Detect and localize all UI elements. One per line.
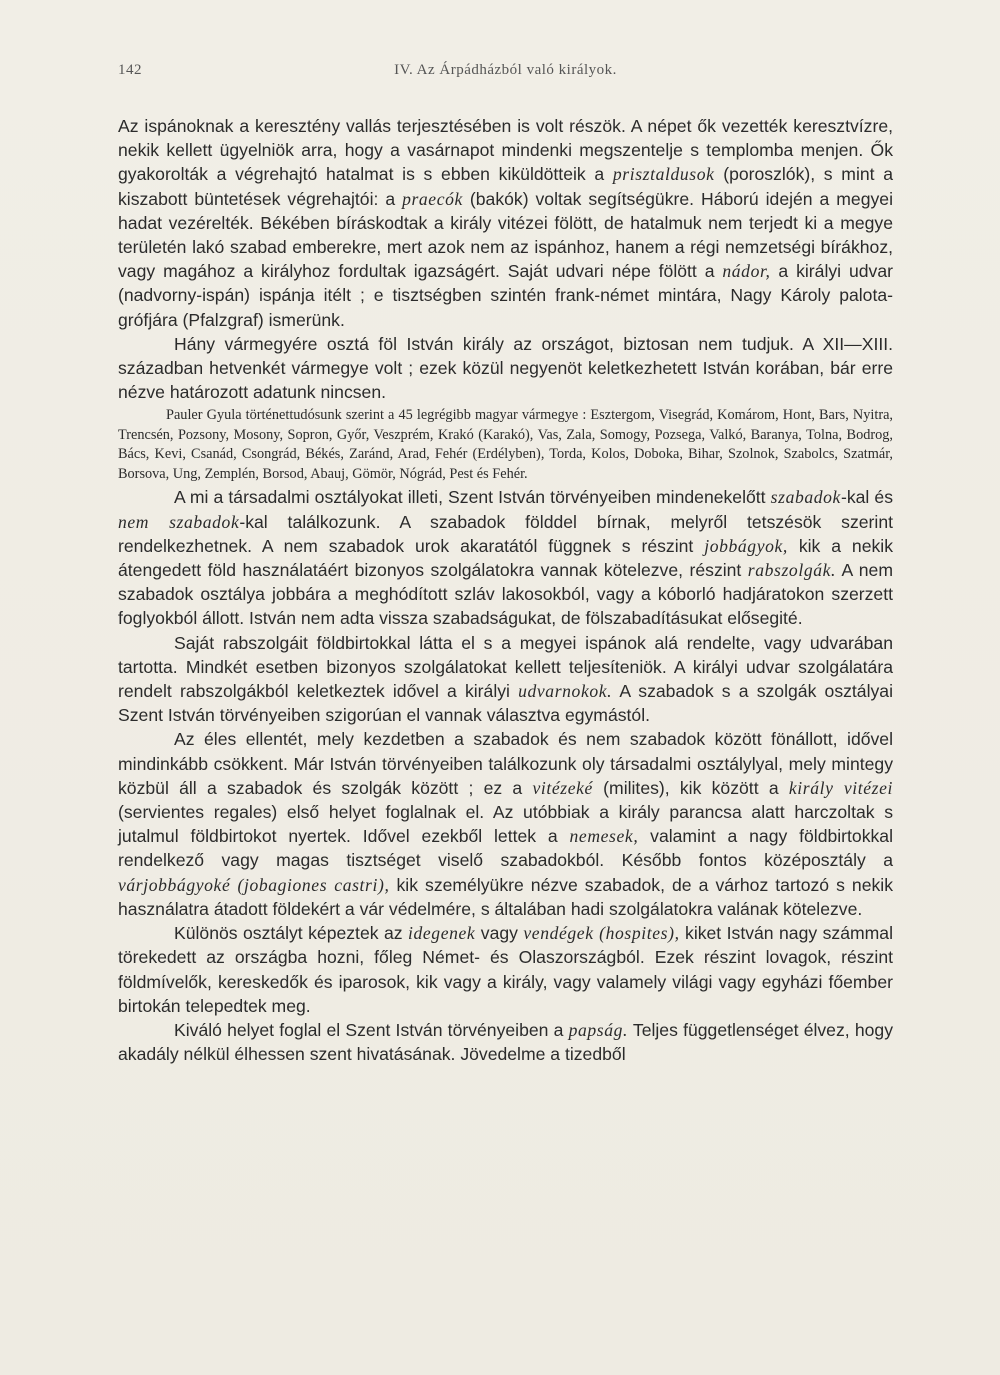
text-run: kik a nekik átengedett föld használatáért bizonyos szolgálatokra vannak kötelezve, részint (118, 535, 893, 581)
text-run: Hány vármegyére osztá föl István király az országot, biztosan nem tudjuk. A XII—XIII. században hetvenkét vármegye volt ; ezek közül negyenöt keletkezhetett István korában, bár erre nézve határozott adatunk nincsen. (118, 333, 893, 403)
text-run: Az éles ellentét, mely kezdetben a szabadok és nem szabadok között fönállott, idővel mindinkább csökkent. Már István törvényeiben találkozunk oly társadalmi osztálylyal, mely mintegy közbül áll a szabadok és szolgák között ; ez a (118, 729, 893, 798)
emphasized-term: prisztaldusok (612, 164, 715, 185)
footnote-paragraph (118, 406, 893, 484)
text-run: Kiváló helyet foglal el Szent István törvényeiben a (174, 1019, 569, 1040)
body-paragraph (118, 485, 893, 630)
text-run: A szabadok s a szolgák osztályai Szent István törvényeiben szigorúan el vannak választva egymástól. (118, 681, 893, 726)
text-run: -kal és (840, 487, 893, 508)
emphasized-term: várjobbágyoké (jobagiones castri), (118, 874, 390, 895)
page-number: 142 (118, 62, 142, 78)
emphasized-term: szabadok (770, 487, 841, 508)
text-run: (milites), kik között a (592, 777, 789, 798)
body-paragraph (118, 921, 893, 1018)
text-run: Saját rabszolgáit földbirtokkal látta el s a megyei ispánok alá rendelte, vagy udvarában tartotta. Mindkét esetben bizonyos szolgálatokat kellett teljesíteniök. A királyi udvar szolgálatára rendelt rabszolgákból keletkeztek idővel a királyi (118, 632, 893, 702)
emphasized-term: papság. (568, 1019, 629, 1040)
emphasized-term: rabszolgák. (747, 560, 837, 581)
text-run: kik személyükre nézve szabadok, de a várhoz tartozó s nekik használatra átadott földekért a vár védelmére, s általában hadi szolgálatokra valának kötelezve. (118, 874, 893, 919)
body-paragraph (118, 1018, 893, 1066)
emphasized-term: nemesek, (569, 826, 639, 847)
text-run: (servientes regales) első helyet foglalnak el. Az utóbbiak a király parancsa alatt harczoltak s jutalmul földbirtokot nyertek. Idővel ezekből lettek a (118, 802, 893, 847)
emphasized-term: jobbágyok, (704, 535, 788, 556)
emphasized-term: idegenek (408, 923, 476, 944)
emphasized-term: praecók (402, 188, 463, 209)
body-paragraph (118, 727, 893, 921)
running-head (118, 62, 893, 86)
text-run: Az ispánoknak a keresztény vallás terjesztésében is volt részök. A népet ők vezették keresztvízre, nekik kellett ügyelniök arra, hogy a vasárnapot mindenki megszentelje s templomba menjen. Ők gyakorolták a végrehajtó hatalmat is s ebben kiküldötteik a (118, 116, 893, 185)
text-run: (poroszlók), s mint a kiszabott büntetések végrehajtói: a (118, 164, 893, 209)
text-run: a királyi udvar (nadvorny-ispán) ispánja itélt ; e tisztségben szintén frank-német mintára, Nagy Károly palota-grófjára (Pfalzgraf) ismerünk. (118, 261, 893, 330)
emphasized-term: vitézeké (532, 777, 593, 798)
emphasized-term: nádor, (722, 261, 771, 282)
text-run: vagy (475, 923, 524, 944)
text-run: valamint a nagy földbirtokkal rendelkező vagy magas tisztséget viselő szabadokból. Később fontos középosztály a (118, 826, 893, 871)
text-run: Pauler Gyula történettudósunk szerint a 45 legrégibb magyar vármegye : Esztergom, Visegrád, Komárom, Hont, Bars, Nyitra, Trencsén, Pozsony, Mosony, Sopron, Győr, Veszprém, Krakó (Karakó), Vas, Zala, Somogy, Pozsega, Valkó, Baranya, Tolna, Bodrog, Bács, Kevi, Csanád, Csongrád, Békés, Zaránd, Arad, Fehér (Erdélyben), Torda, Kolos, Doboka, Bihar, Szolnok, Szabolcs, Szatmár, Borsova, Ung, Zemplén, Borsod, Abauj, Gömör, Nógrád, Pest és Fehér. (118, 407, 893, 482)
text-run: A mi a társadalmi osztályokat illeti, Szent István törvényeiben mindenekelőtt (174, 487, 771, 508)
body-text (118, 114, 893, 1066)
text-run: Különös osztályt képeztek az (174, 923, 408, 944)
text-run: -kal találkozunk. A szabadok földdel bírnak, melyről tetszésök szerint rendelkezhetnek. A nem szabadok urok akaratától függnek s részint (118, 511, 893, 556)
text-run: Teljes függetlenséget élvez, hogy akadály nélkül élhessen szent hivatásának. Jövedelme a tizedből (118, 1019, 893, 1065)
emphasized-term: vendégek (hospites), (523, 923, 680, 944)
chapter-title: IV. Az Árpádházból való királyok. (394, 62, 617, 78)
text-run: kiket István nagy számmal törekedett az országba hozni, főleg Német- és Olaszországból. Ezek részint lovagok, részint földmívelők, kereskedők és iparosok, kik vagy a király, vagy valamely világi vagy egyházi főember birtokán telepedtek meg. (118, 923, 894, 1016)
text-run: A nem szabadok osztálya jobbára a meghódított szláv lakosokból, vagy a kóborló hadjáratokon szerzett foglyokból állott. István nem adta vissza szabadságukat, de fölszabadításukat elősegité. (118, 560, 893, 629)
emphasized-term: király vitézei (788, 777, 893, 798)
body-paragraph (118, 631, 893, 728)
text-run: (bakók) voltak segítségükre. Háború idején a megyei hadat vezérelték. Békében bíráskodtak a király vitézei fölött, de hatalmuk nem terjedt ki a megye területén lakó szabad emberekre, mert azok nem az ispánhoz, hanem a régi nemzetségi bírákhoz, vagy magához a királyhoz fordultak igazságért. Saját udvari népe fölött a (118, 188, 893, 282)
body-paragraph (118, 114, 893, 332)
emphasized-term: udvarnokok. (518, 681, 613, 702)
body-paragraph (118, 332, 893, 405)
emphasized-term: nem szabadok (118, 511, 240, 532)
